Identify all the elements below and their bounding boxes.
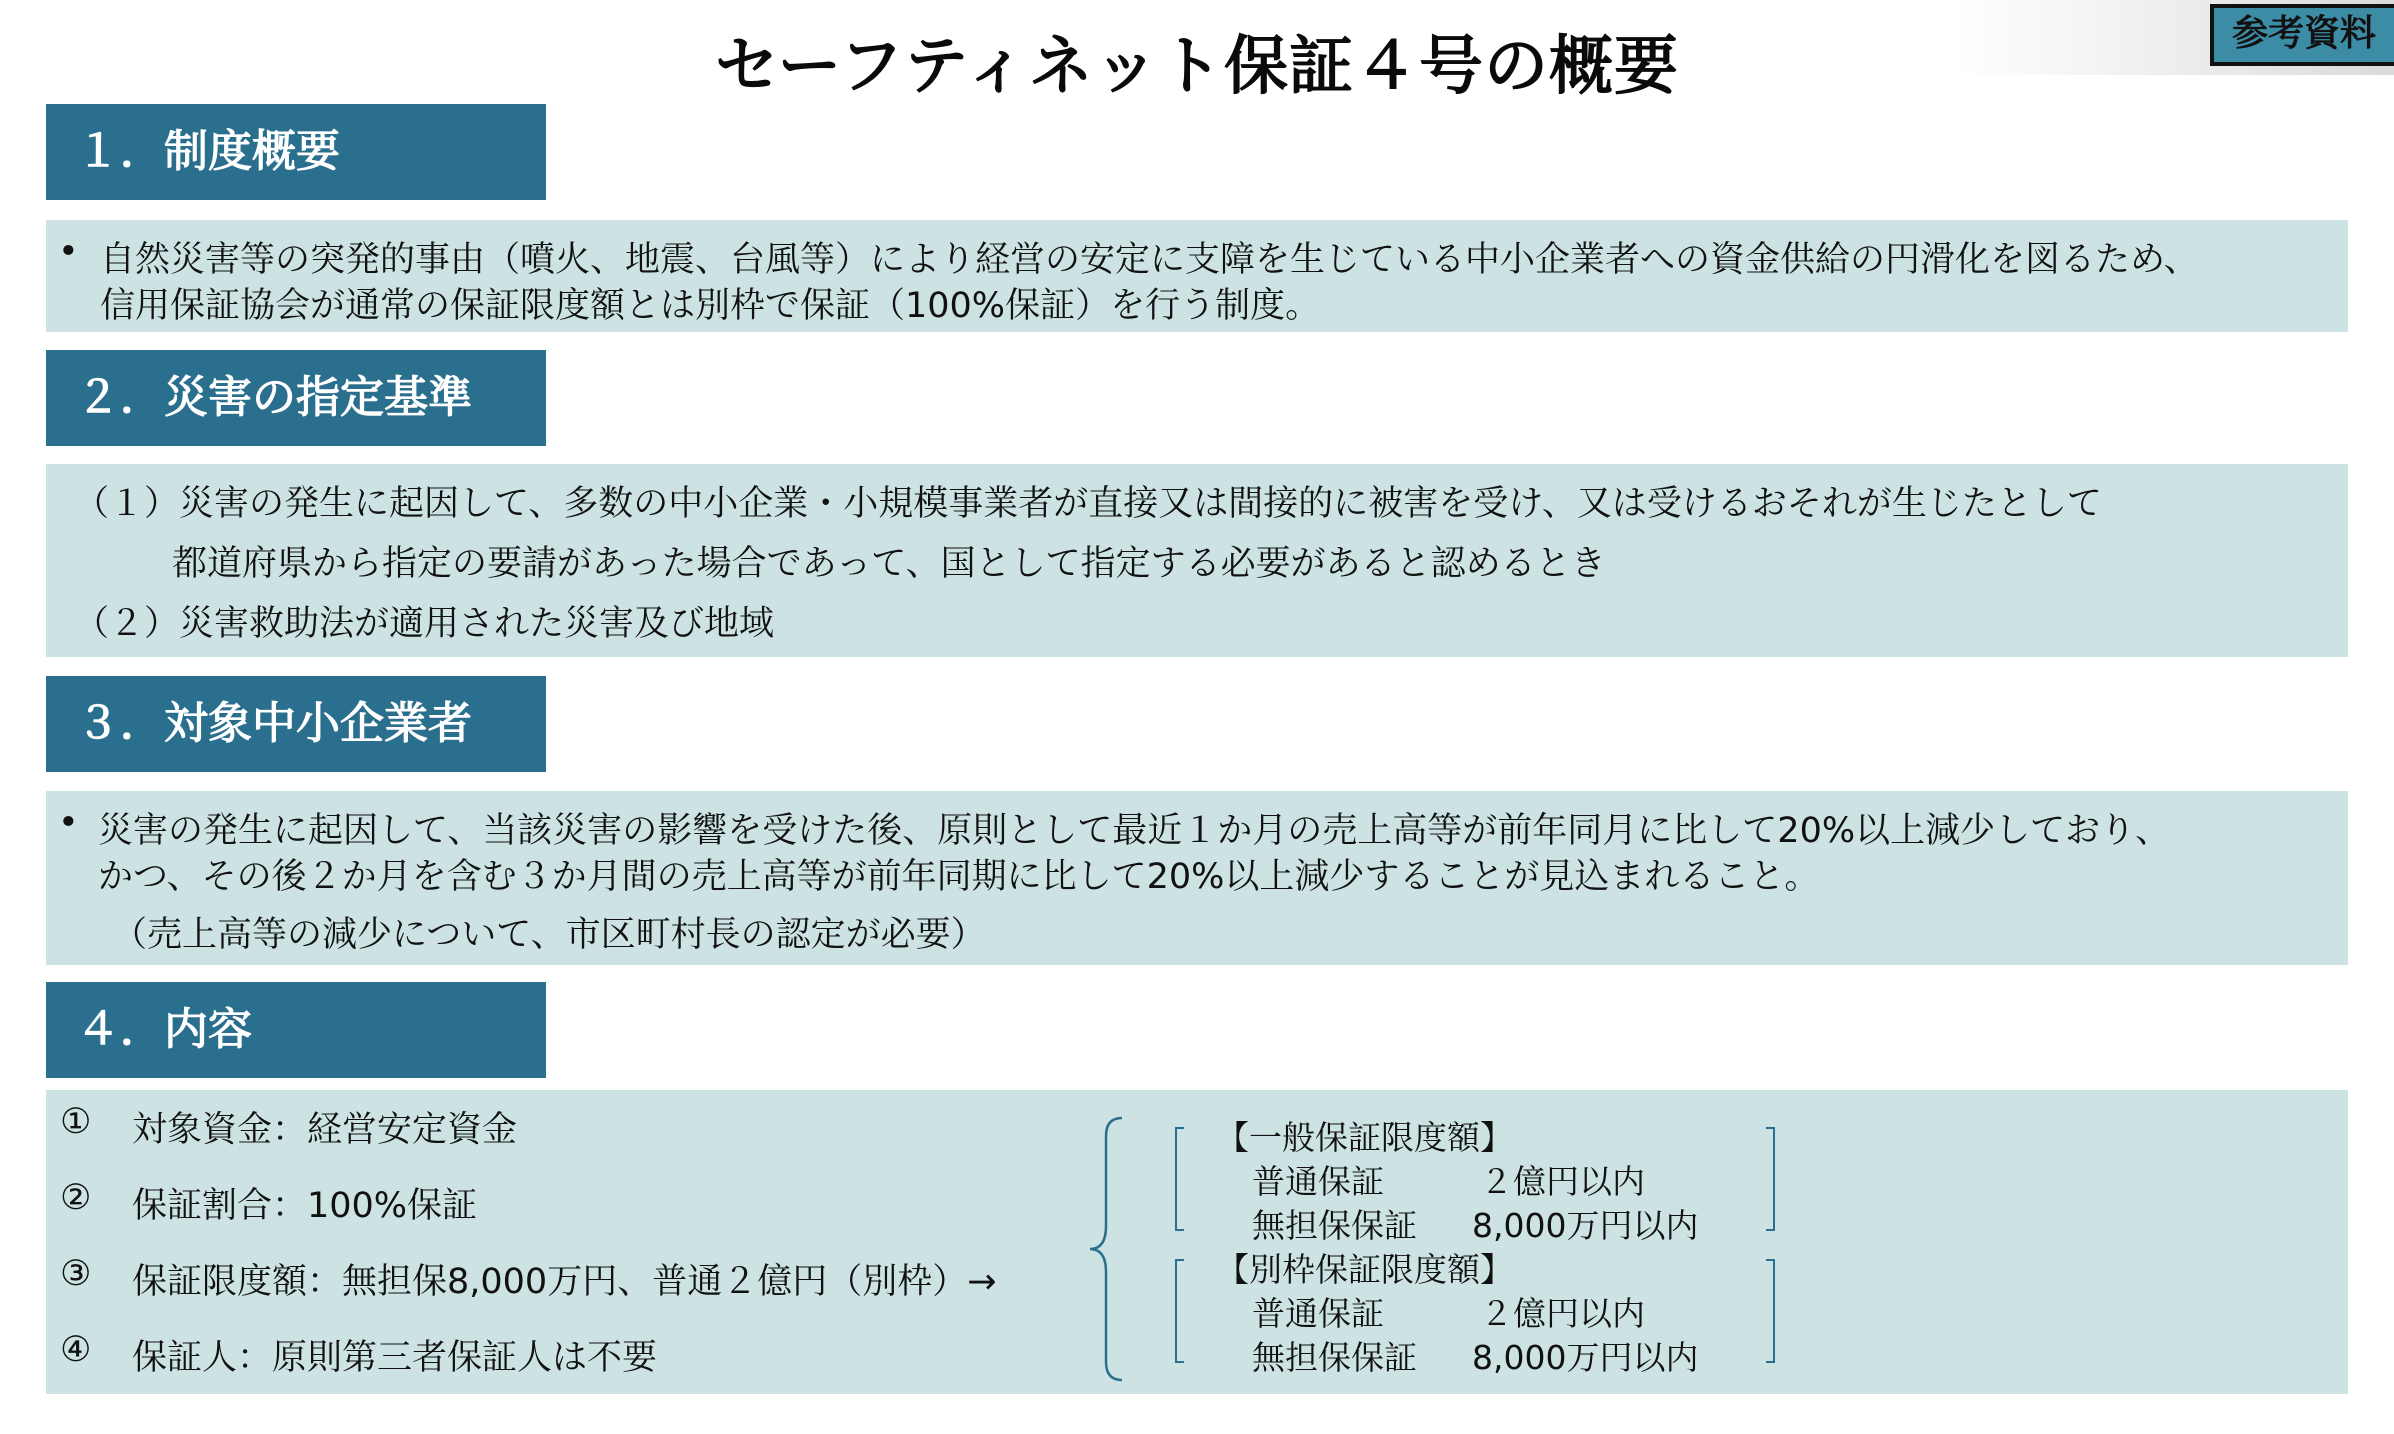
limit-label-normal: 普通保証 [1252,1162,1384,1201]
limit-label-unsecured: 無担保保証 [1252,1338,1417,1377]
section-heading-content: ４．内容 [46,982,546,1078]
limit-title-general: 【一般保証限度額】 [1216,1118,1513,1157]
item-text-funds: 対象資金：経営安定資金 [132,1110,518,1150]
section-heading-overview: １．制度概要 [46,104,546,200]
ref-badge: 参考資料 [2210,4,2394,66]
left-bracket-icon [1172,1126,1186,1232]
bullet-marker: • [58,803,79,843]
section-panel-eligible [46,791,2348,965]
item-number: ① [60,1102,92,1142]
bullet-marker: • [58,232,79,272]
section-heading-eligible: ３．対象中小企業者 [46,676,546,772]
left-bracket-icon [1172,1258,1186,1364]
item-number: ③ [60,1254,92,1294]
section-panel-criteria [46,464,2348,657]
limit-value-normal: ２億円以内 [1480,1294,1645,1333]
page-title: セーフティネット保証４号の概要 [714,30,1680,104]
section-panel-content [46,1090,2348,1394]
limit-label-unsecured: 無担保保証 [1252,1206,1417,1245]
overview-line-1: 自然災害等の突発的事由（噴火、地震、台風等）により経営の安定に支障を生じている中小企業者への資金供給の円滑化を図るため、 [100,240,2199,280]
eligible-line-3: （売上高等の減少について、市区町村長の認定が必要） [112,915,986,955]
limit-value-unsecured: 8,000万円以内 [1472,1338,1699,1377]
item-text-guarantor: 保証人：原則第三者保証人は不要 [132,1338,658,1378]
item-number: ④ [60,1330,92,1370]
criteria-line-3: （２）災害救助法が適用された災害及び地域 [74,604,775,644]
overview-line-2: 信用保証協会が通常の保証限度額とは別枠で保証（100%保証）を行う制度。 [100,286,1321,326]
limit-label-normal: 普通保証 [1252,1294,1384,1333]
limit-value-unsecured: 8,000万円以内 [1472,1206,1699,1245]
limit-title-separate: 【別枠保証限度額】 [1216,1250,1513,1289]
section-panel-overview [46,220,2348,332]
item-text-limit: 保証限度額：無担保8,000万円、普通２億円（別枠）→ [132,1262,997,1302]
right-bracket-icon [1764,1258,1778,1364]
right-bracket-icon [1764,1126,1778,1232]
limit-value-normal: ２億円以内 [1480,1162,1645,1201]
curly-brace-icon [1086,1116,1126,1382]
section-heading-criteria: ２．災害の指定基準 [46,350,546,446]
criteria-line-1: （１）災害の発生に起因して、多数の中小企業・小規模事業者が直接又は間接的に被害を受け、又は受けるおそれが生じたとして [74,484,2102,524]
item-text-ratio: 保証割合：100%保証 [132,1186,478,1226]
item-number: ② [60,1178,92,1218]
criteria-line-2: 都道府県から指定の要請があった場合であって、国として指定する必要があると認めるとき [172,544,1606,584]
eligible-line-1: 災害の発生に起因して、当該災害の影響を受けた後、原則として最近１か月の売上高等が前年同月に比して20%以上減少しており、 [98,811,2171,851]
eligible-line-2: かつ、その後２か月を含む３か月間の売上高等が前年同期に比して20%以上減少することが見込まれること。 [98,857,1820,897]
